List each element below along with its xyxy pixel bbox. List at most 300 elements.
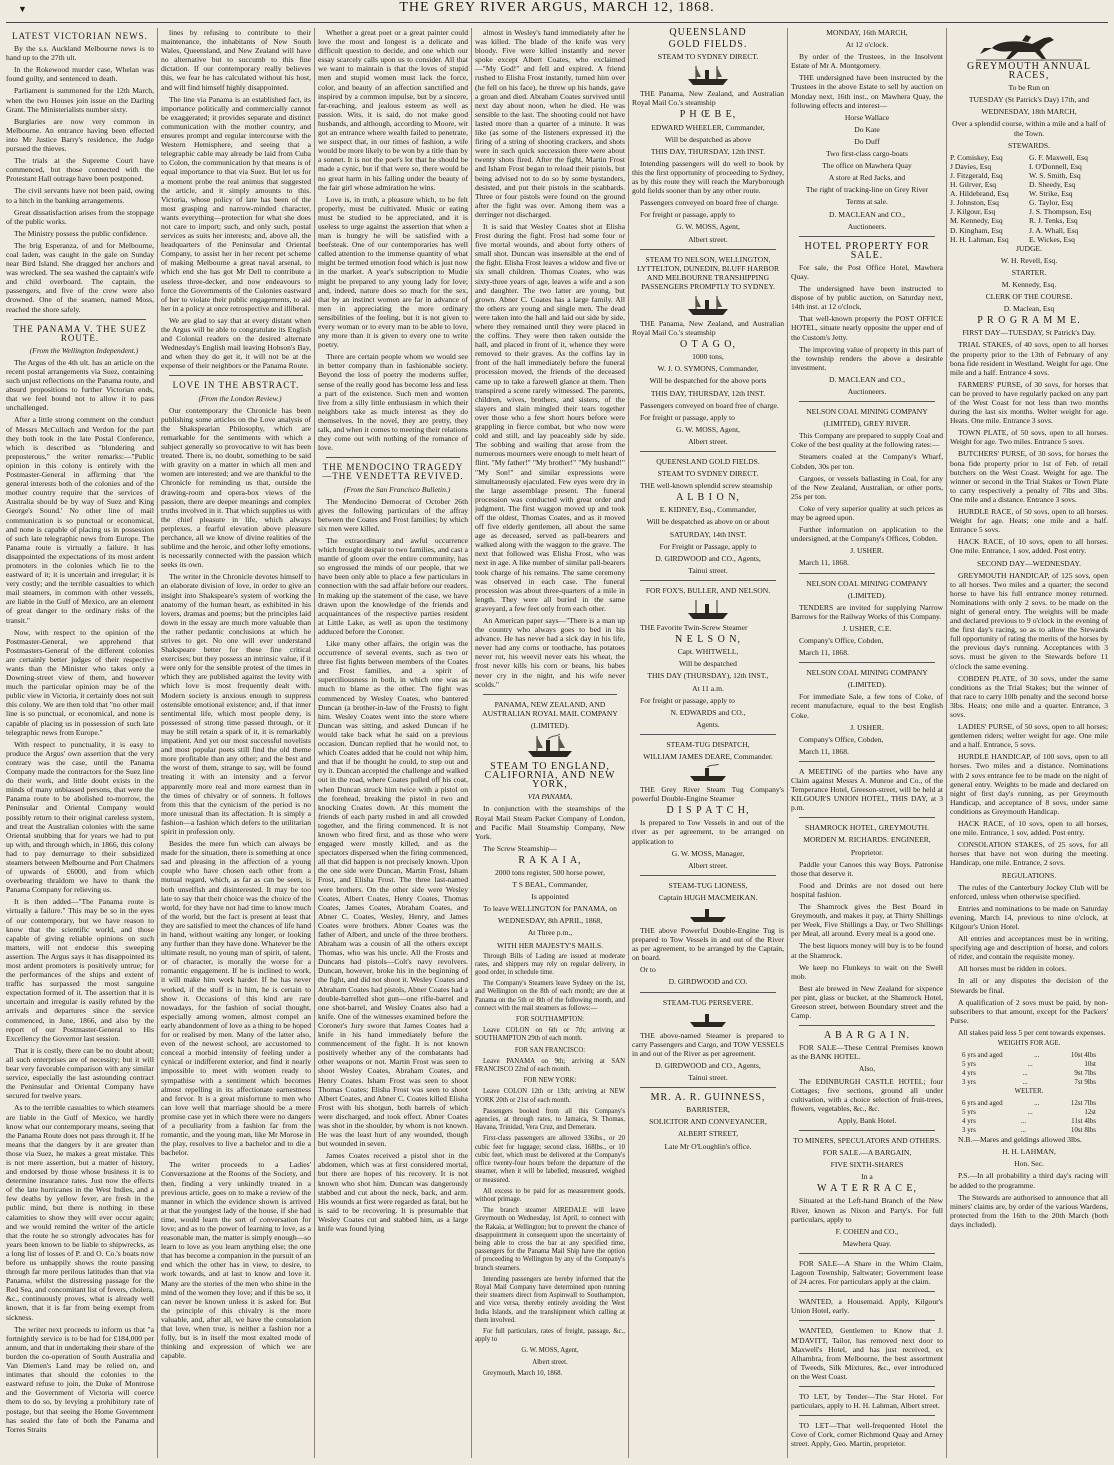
ad-line: Capt. WHITWELL, <box>677 647 739 657</box>
column-rule <box>946 28 947 1458</box>
ad-line: MORDEN M. RICHARDS. ENGINEER, <box>803 835 931 845</box>
ad-heading: MR. A. R. GUINNESS, <box>650 1092 766 1104</box>
weight-value: 10st 4lbs <box>1070 1051 1096 1060</box>
weight-age: 3 yrs <box>962 1078 976 1087</box>
divider <box>799 1291 935 1292</box>
list-item: Do Kate <box>854 124 880 134</box>
divider <box>640 734 776 735</box>
headline-victorian-news: LATEST VICTORIAN NEWS. <box>12 31 148 41</box>
starter: M. Kennedy, Esq. <box>1001 279 1057 289</box>
paragraph: The line via Panama is an established fact, its importance politically and commercially cannot be exaggerated; it provides separate and distinct communication with the mother country, and ensures prompt and regular intercourse with the Western Hemisphere, and seeing that a telegraphic cable may already be laid from Cuba to Colon, the communication by that means is of equal importance to that via Suez. But let us for a moment probe the real animus that suggested the article, and it simply amounts to this. Victoria, whose policy of late has been of the most grasping and narrow-minded character, wants everything—protection for what she does not care to import; such, and only such, postal services as suits her interests; and, above all, the headquarters of the Peninsular and Oriental Company, to assist her in her recent pet scheme of making Melbourne a great naval arsenal, to which end she has got Mr Dell to contribute a useless three-decker, and now endeavours to force the Governments of the Colonies eastward of her to violate their public engagements, to aid her in a policy at once retrospective and illiberal. <box>161 94 311 313</box>
ad-heading: TO MINERS, SPECULATORS AND OTHERS. <box>793 1136 941 1145</box>
ad-paragraph: For immediate Sale, a few tons of Coke, of recent manufacture, equal to the best English Coke. <box>791 692 943 720</box>
ad-paragraph: For freight or passage, apply to <box>640 695 735 705</box>
ad-line: E. KIDNEY, Esq., Commander, <box>659 505 757 515</box>
divider <box>799 1415 935 1416</box>
paragraph: lines by refusing to contribute to their maintenance, the inhabitants of New South Wales, Queensland, and New Zealand will have no alternative but to succumb to this fine dictation. If our contemporary really believes this, we fear he has calculated without his host, and will find himself highly disappointed. <box>161 28 311 92</box>
divider <box>640 580 776 581</box>
column-2 <box>161 28 311 1460</box>
ad-line: Proprietor. <box>850 847 884 857</box>
paragraph: The writer next proceeds to inform us that "a fortnightly service is to be had for £184,000 per annum, and that in undertaking their share of the burden the co-operation of South Australia and Van Diemen's Land may be relied on, and intimates that should the colonies to the eastward refuse to join, the Duke of Montrose and the Government of Victoria will coerce them to do so, by levying a prohibitory rate of postage, but that seeing the Home Government has sealed the fate of both the Panama and Torres Straits <box>6 1324 154 1434</box>
weight-age: 3 yrs <box>962 1126 976 1135</box>
ad-heading: QUEENSLAND GOLD FIELDS. <box>656 457 760 466</box>
ad-date: WEDNESDAY, 8th APRIL, 1868, <box>497 916 603 926</box>
divider <box>799 236 935 237</box>
ad-paragraph: By order of the Trustees, in the Insolvent Estate of Mr A. Montgomery. <box>791 52 943 71</box>
divider <box>799 761 935 762</box>
masthead-title: THE GREY RIVER ARGUS, MARCH 12, 1868. <box>399 0 715 15</box>
race-entry: TOWN PLATE, of 50 sovs, open to all horses. Weight for age. Two miles. Entrance 5 sovs. <box>950 428 1108 447</box>
weight-row <box>950 1126 1108 1135</box>
steward: W. Strike, Esq <box>1029 189 1073 199</box>
column-5 <box>632 28 784 1460</box>
weight-value: 12st <box>1084 1107 1096 1116</box>
ad-line: W. J. O. SYMONS, Commander, <box>657 364 759 374</box>
paragraph: The writer proceeds to a Ladies' Conversazione at the Rooms of the Society, and then, finding a very unkindly treated in a previous article, goes on to make a review of the manner in which the evidence shown is arrived at that the youngest lady of the house, if she had time, would learn the sort of conversation for love; and as to the power of learning to love, as a reasonable man, the matter is simply enough—so learn to love as you learn anything else; the one that has become a companion in the pursuit of an end which the other has in view, to desire, to work towards, and at last to know and love it. Many are the stories of the men who shine in the mind of the women they love; and if this be so, it can never be known unless it is asked for. But the principle of this chivalry is the more valuable, and, after all, we have the consolation that love, when true, is neither a fashion nor a folly, but is in itself the most exalted mode of thinking and expression of which we are capable. <box>161 1160 311 1361</box>
ad-paragraph: Paddle your Canoes this way Boys. Patronise those that deserve it. <box>791 859 943 878</box>
weight-row <box>950 1078 1108 1087</box>
ad-line: Company's Office, Cobden, <box>799 635 884 645</box>
judge-heading: JUDGE. <box>1016 243 1042 253</box>
race-entry: TRIAL STAKES, of 40 sovs, open to all horses the property prior to the 13th of February of any bona fide resident in Westland. Weight for age. One mile and a half. Entrance 4 sovs. <box>950 340 1108 377</box>
secretary: H. H. LAHMAN, <box>1002 1147 1056 1157</box>
steward: P. Comiskey, Esq <box>950 152 1003 162</box>
ad-paragraph: A MEETING of the parties who have any Claim against Messrs A. Munroe and Co., of the Temperance Hotel, Greeson-street, will be held at KILGOUR'S UNION HOTEL, THIS DAY, at 3 p.m. <box>791 766 943 813</box>
ad-line: The Screw Steamship— <box>483 843 557 853</box>
ad-paragraph: The EDINBURGH CASTLE HOTEL; four Cottages; five sections, ground all under cultivation, with a choice selection of fruit-trees, flowers, vegetables, &c., &c. <box>791 1076 943 1113</box>
race-entry: GREYMOUTH HANDICAP, of 125 sovs, open to all horses. Two miles and a quarter; the second horse to have his full entrance money returned. Nominations with only 2 sovs. to be made on the night of general entry. The weights will be made and declared previous to 9 o'clock in the evening of the first day's racing, so as to allow the Stewards full opportunity of rating the merits of the horses by the previous day's running. Acceptances with 3 sovs. must be given to the Stewards before 11 o'clock the same evening. <box>950 570 1108 671</box>
ad-paragraph: Further information on application to the undersigned, at the Company's Offices, Cobden. <box>791 525 943 544</box>
ad-paragraph: Passengers conveyed on board free of charge. <box>640 400 779 410</box>
ad-line: WILLIAM JAMES DEARE, Commander. <box>643 751 773 761</box>
headline-mendocino-tragedy: THE MENDOCINO TRAGEDY—THE VENDETTA REVIVED. <box>322 462 464 482</box>
weight-value: 12st 7lbs <box>1070 1098 1096 1107</box>
column-rule <box>628 28 629 1458</box>
ad-paragraph: Cargoes, or vessels ballasting in Coal, for any of the New Zealand, Australian, or other ports, 25s per ton. <box>791 473 943 501</box>
divider <box>640 451 776 452</box>
racehorse-icon <box>974 28 1084 62</box>
headline-love-abstract: LOVE IN THE ABSTRACT. <box>172 380 300 391</box>
paragraph: The civil servants have not been paid, owing to a hitch in the banking arrangements. <box>6 186 154 205</box>
ad-heading: STEAM TO NELSON, WELLINGTON, LYTTELTON, DUNEDIN, BLUFF HARBOR AND MELBOURNE TRANSHIPPING PASSENGERS PROMPTLY TO SYDNEY. <box>636 254 780 291</box>
ship-name: A L B I O N, <box>676 492 740 504</box>
race-entry: HURDLE HANDICAP, of 100 sovs, open to all horses. Two miles and a distance. Nominations with 2 sovs entrance fee to be made on the night of general entry. Weights to be made and declared on night of first day's running, as per Greymouth Handicap, and acceptance of 8 sovs, under same conditions as Greymouth Handicap. <box>950 752 1108 816</box>
race-entry: HACK RACE, of 10 sovs, open to all horses, one mile. Entrance, 1 sov, added. Post entry. <box>950 819 1108 838</box>
regulation: All stakes paid less 5 per cent towards expenses. <box>958 1027 1106 1037</box>
steward: G. Taylor, Esq <box>1029 198 1073 208</box>
divider <box>799 817 935 818</box>
paragraph: As to the terrible casualties to which steamers are liable in the Gulf of Mexico, we hardly know what our contemporary means, seeing that the Panama Route does not pass through it. If he means that the dangers by it are greater than those via Suez, he makes a great mistake. This is not mere assertion, but a matter of history, and endorsed by those whose business it is to determine insurance rates. Just now the effects of the late hurricanes in the West Indies, and a few deaths by yellow fever, are fresh in the public mind, but there is nothing in these calamities to show they will ever occur again; and we would remind the writer of the article that the route he so strongly advocates has for years been known to be liable to shipwrecks, as a long list of losses of P. and O. Co.'s boats now before us unhappily shows the route passing through far more perilous latitudes than that via Panama, whilst the distressing passage for the Red Sea, and concomitant list of fevers, cholera, &c., continuously proves, what is already well known, that it is far from being exempt from sickness. <box>6 1103 154 1322</box>
ad-paragraph: Leave COLON 12th or 13th; arriving at NEW YORK 20th or 21st of each month. <box>475 1088 625 1104</box>
paragraph: That it is costly, there can be no doubt about; all such enterprises are of necessity; but it will bear very favorable comparison with any similar service, especially the last astounding contract the Peninsular and Oriental Company have secured for twelve years. <box>6 1045 154 1101</box>
weight-age: 5 yrs <box>962 1060 976 1069</box>
race-day: TUESDAY (St Patrick's Day) 17th, and <box>968 95 1090 105</box>
ad-line: Albert street. <box>688 436 728 446</box>
weight-dots: ... <box>1020 1116 1027 1125</box>
race-entry: CONSOLATION STAKES, of 25 sovs, for all horses that have not won during the meeting. Handicap, one mile. Entrance, 2 sovs. <box>950 840 1108 868</box>
ad-paragraph: Leave PANAMA on 9th; arriving at SAN FRANCISCO 22nd of each month. <box>475 1057 625 1074</box>
stewards-list <box>950 153 1108 244</box>
ad-paragraph: FOR SALE—A Share in the Whim Claim, Lagoon Township, Saltwater; Government lease of 24 acres. For particulars apply at the claim. <box>791 1258 943 1287</box>
paragraph: It is then added—"The Panama route is virtually a failure." This may be so in the eyes of our contemporary, but we have reason to know that the scientific world, and those capable of giving reliable opinions on such matters, will not endorse this sweeping assertion. The Argus says it has disappointed its most ardent promoters is positively untrue; for the performances of the ships and extent of traffic has surpassed the most sanguine expectation formed of it. The assertion that it is uncertain and irregular is easily refuted by the arrivals and departures since the service commenced, in June, 1866, and also by the report of our Postmaster-General to His Excellency the Governor last session. <box>6 897 154 1043</box>
paragraph: Great dissatisfaction arises from the stoppage of the public works. <box>6 207 154 226</box>
ad-paragraph: First-class passengers are allowed 336lbs., or 20 cubic feet for luggage; second class, 168lbs., or 10 cubic feet, which must be delivered at the Company's office twenty-four hours before the departure of the steamer, when it will be labelled, measured, weighed or measured. <box>475 1135 625 1184</box>
ad-via: VIA PANAMA, <box>527 792 573 802</box>
ad-paragraph: Passengers booked from all this Company's agencies, at through rates, to Jamaica, St Thomas, Havana, Trinidad, Vera Cruz, and Demerara. <box>475 1107 625 1132</box>
ad-agent: N. EDWARDS and CO., <box>670 707 746 717</box>
ship-name: R A K A I A, <box>518 854 582 866</box>
divider <box>640 249 776 250</box>
ad-date: THIS DAY, THURSDAY, 12th INST. <box>650 388 766 398</box>
ad-agent: G. W. MOSS, Manager, <box>671 848 745 858</box>
ad-agent: G. W. MOSS, Agent, <box>676 424 740 434</box>
steamship-icon <box>686 598 730 620</box>
ad-line: (LIMITED). <box>847 590 887 600</box>
ad-paragraph: The best liquors money will buy is to be found at the Shamrock. <box>791 941 943 960</box>
weight-row <box>950 1060 1108 1069</box>
weight-dots: ... <box>1020 1126 1026 1135</box>
ad-line: (LIMITED). <box>847 680 887 690</box>
ad-line: Mawhera Quay. <box>842 1238 892 1248</box>
ad-paragraph: THE undersigned have been instructed by the Trustees in the above Estate to sell by auction on Monday next, 16th inst., on Mawhera Quay, the following effects and interest— <box>791 73 943 110</box>
paragraph: It is said that Wesley Coates shot at Elisha Frost during the fight. Frost had some four or five mortal wounds, and about forty others of small shot. Duncan was insensible at the end of the fight. Elisha Frost leaves a widow and five or six small children. Thomas Coates, who was sixty-three years of age, leaves a wife and a son and daughter. The two latter are young, but grown. Abner C. Coates has a large family. All the others are young and single men. The dead were taken into the hall and laid out side by side, where they remained until they were placed in the coffins. They were then taken outside the hall, and placed in front of it, whence they were removed to their graves. As the coffins lay in front of the hall immediately before the funeral procession moved, the friends of the deceased came up to take a farewell glance at them. Then transpired a scene rarely witnessed. The parents, children, wives, brothers, and sisters, of the slayers and slain mingled their tears together over those who a few short hours before were grappling in fierce combat, but who now were cold and still, and lay peaceably side by side. The sobbing and wailing that arose from the numerous mourners were enough to melt heart of flint. "My father!" "My brother!" "My husband!" "My Son!" and similar expressions were simultaneously ejaculated. Few eyes were dry in the large assemblage present. The funeral procession was conducted with great order and judgment. The first waggon moved up and took off the oldest, Thomas Coates, and as it moved off five elderly gentlemen, all about the same age as deceased, served as pall-bearers and walked along with the waggon to the grave. The next that followed was Elisha Frost, who was next in age. A like number of similar pall-bearers took charge of his remains. The same ceremony was observed in each case. The funeral procession was about three-quarters of a mile in length. They were all buried in the same graveyard, a few feet only from each other. <box>475 221 625 613</box>
regulation: All entries and acceptances must be in writing, specifying age and description of horse, and colors of rider, and contain the requisite money. <box>950 934 1108 962</box>
regulation: N.B.—Mares and geldings allowed 3lbs. <box>958 1135 1082 1145</box>
steward: G. F. Maxwell, Esq <box>1029 152 1088 162</box>
source-line: (From the Wellington Independent.) <box>29 345 139 355</box>
weight-value: 10st <box>1084 1060 1096 1069</box>
column-4 <box>475 28 625 1460</box>
ad-paragraph: Is prepared to Tow Vessels in and out of the river as per agreement, to be arranged on application to <box>632 818 784 846</box>
column-rule <box>314 28 315 1458</box>
ad-line: At Three p.m., <box>527 928 573 938</box>
divider <box>799 573 935 574</box>
weight-row <box>950 1108 1108 1117</box>
ad-date: Greymouth, March 10, 1868. <box>483 1369 563 1377</box>
ad-paragraph: THE Favorite Twin-Screw Steamer <box>640 623 748 633</box>
ad-line: Albert street. <box>688 860 728 870</box>
paragraph: Burglaries are now very common in Melbourne. An entrance having been effected into Mr Justice Barry's residence, the Judge pursued the thieves. <box>6 116 154 154</box>
ad-agent: D. MACLEAN and CO., <box>829 209 905 219</box>
weight-value: 10st 8lbs <box>1070 1126 1096 1135</box>
ad-paragraph: All excess to be paid for as measurement goods, without primage. <box>475 1187 625 1203</box>
ad-line: W A T E R R A C E, <box>817 1183 917 1195</box>
regulation: All horses must be ridden in colors. <box>958 964 1067 974</box>
column-6 <box>791 28 943 1460</box>
ad-line: Over a splendid course, within a mile and a half of the Town. <box>952 119 1106 138</box>
headline-panama-suez: THE PANAMA V. THE SUEZ ROUTE. <box>13 323 147 343</box>
weight-age: 5 yrs <box>962 1107 976 1116</box>
ad-paragraph: Passengers conveyed on board free of charge. <box>640 198 779 208</box>
race-entry: COBDEN PLATE, of 30 sovs, under the same conditions as the Trial Stakes; but the winner of that race to carry 10lb penalty and the second horse 3lbs. Heats; one mile and a quarter. Entrance, 3 sovs. <box>950 673 1108 719</box>
ad-line: To leave WELLINGTON for PANAMA, on <box>483 904 617 914</box>
steward: A. Hildebrand, Esq <box>950 189 1009 199</box>
ad-line: Apply, Bank Hotel. <box>837 1115 897 1125</box>
weight-dots: ... <box>1034 1098 1040 1107</box>
column-rule <box>157 28 158 1458</box>
ad-paragraph: TO LET—That well-frequented Hotel the Cove of Cork, corner Richmond Quay and Arney street. Apply, Geo. Martin, proprietor. <box>791 1421 943 1449</box>
steward: D. Sheedy, Esq <box>1029 180 1076 190</box>
ad-heading: HOTEL PROPERTY FOR SALE. <box>804 240 930 261</box>
ad-paragraph: The Company's Steamers leave Sydney on the 1st, and Wellington on the 8th of each month; are due at Panama on the 5th or 8th of the following month, and connect with the mail steamers as follows:— <box>475 980 625 1012</box>
ad-paragraph: The improving value of property in this part of the township renders the above a desirable investment. <box>791 344 943 372</box>
column-7 <box>950 28 1108 1460</box>
ad-signature: J. USHER. <box>850 722 884 732</box>
divider <box>799 1386 935 1387</box>
ad-line: Late Mr O'Loughlin's office. <box>664 1141 752 1151</box>
race-entry: FARMERS' PURSE, of 30 sovs, for horses that can be proved to have regularly packed on any part of the West Coast for not less than two months during the last six months. Welter weight for age. Heats. One mile. Entrance 3 sovs. <box>950 379 1108 426</box>
welter-heading: WELTER. <box>1014 1087 1044 1095</box>
divider <box>483 694 617 695</box>
divider <box>799 1320 935 1321</box>
ad-heading: STEAM-TUG LIONESS, <box>668 880 748 890</box>
ad-line: Will be despatched as above on or about <box>646 517 770 527</box>
divider <box>326 457 460 458</box>
weight-age: 4 yrs <box>962 1116 976 1125</box>
ad-date: March 11, 1868. <box>799 648 849 658</box>
weight-value: 9st 7lbs <box>1074 1069 1096 1078</box>
steward: I. O'Donnell, Esq <box>1029 161 1082 171</box>
ad-line: Tainui street. <box>688 1073 728 1083</box>
ad-line: FIVE SIXTH-SHARES <box>830 1160 904 1170</box>
ad-heading: SHAMROCK HOTEL, GREYMOUTH. <box>804 823 930 833</box>
ad-line: BARRISTER, <box>686 1105 730 1115</box>
masthead-rule <box>6 22 1108 23</box>
ad-line: Or to <box>640 965 656 975</box>
ad-paragraph: We keep no Flunkeys to wait on the Swell mob. <box>791 962 943 981</box>
weight-value: 11st 4lbs <box>1071 1116 1096 1125</box>
ad-agent: D. GIRDWOOD and CO. <box>668 977 748 987</box>
steward: E. Wickes, Esq <box>1029 234 1075 244</box>
clerk-heading: CLERK OF THE COURSE. <box>985 292 1073 302</box>
race-entry: HURDLE RACE, of 50 sovs, open to all horses. Weight for age. Heats; one mile and a half. Entrance 5 sovs. <box>950 507 1108 535</box>
divider <box>640 1087 776 1088</box>
weight-age: 6 yrs and aged <box>962 1051 1003 1060</box>
weight-row <box>950 1117 1108 1126</box>
weight-age: 6 yrs and aged <box>962 1098 1003 1107</box>
list-item: Two first-class cargo-boats <box>826 149 908 159</box>
ad-heading: GOLD FIELDS. <box>668 39 748 51</box>
day-heading: SECOND DAY—WEDNESDAY. <box>977 558 1081 568</box>
weight-dots: ... <box>1022 1078 1028 1087</box>
ad-paragraph: Best ale brewed in New Zealand for sixpence per pint, glass or bucket, at the Shamrock Hotel, Greeson street, between Boundary street and the Camp. <box>791 983 943 1021</box>
paragraph: With respect to punctuality, it is easy to produce the Argus' own assertion that the very contrary was the case, until the Panama Company made the contractors for the Suez line do their work, and little doubt exists in the minds of many unbiassed persons, that were the Panama route to be abolished to-morrow, the Peninsular and Oriental Company would possibly return to their original careless system, and treat the Australian colonies with the same Oriental snubbing that for years we had to put up with, and through which, in 1866, this colony had to pay demurrage to their subsidized steamers between Melbourne and Port Chalmers of upwards of £6000, and from which overbearing thraldom we have to thank the Panama Company for relieving us. <box>6 739 154 895</box>
divider <box>799 1025 935 1026</box>
weight-dots: ... <box>1027 1107 1033 1116</box>
weight-dots: ... <box>1022 1069 1028 1078</box>
ship-name: P H Œ B E, <box>679 109 737 121</box>
paragraph: Whether a great poet or a great painter could love the most and longest is a delicate and difficult question to decide, and one which our essay scarcely calls upon us to consider. All that we want to maintain is that the loves of stupid men and stupid women must lack the force, color, and beauty of an affection sanctified and inspired by a common impulse, but by a sincere, far-reaching, and jealous esteem as well as passion. Wits, it is said, do not make good husbands, and although, according to Moore, wit got an entrance where wealth failed to penetrate, we suspect that, in our times of fashion, a wife would be more likely to be won by a title than by a sonnet. It is not the poet's lot that he should be made a cynic, but if that were so, there would be no great harm in his falling under the beauty of the fair girl whose admiration he wins. <box>318 28 468 192</box>
steward: R. J. Tenks, Esq <box>1029 216 1078 226</box>
ad-line: Will be despatched <box>679 659 737 669</box>
ad-paragraph: For full particulars, rates of freight, passage, &c., apply to <box>475 1327 625 1344</box>
paragraph: James Coates received a pistol shot in the abdomen, which was at first considered mortal, but there are hopes of his recovery. It is not known who shot him. Duncan was dangerously stabbed and cut about the neck, back, and arm. His wounds at first were regarded as fatal, but he is said to be recovering. It is presumable that Wesley Coates cut and stabbed him, as a large knife was found lying <box>318 1151 468 1233</box>
ad-heading: STEAM TO ENGLAND, CALIFORNIA, AND NEW YORK, <box>484 761 616 791</box>
ad-line: Albert street. <box>688 234 728 244</box>
paragraph: The Argus of the 4th ult. has an article on the recent postal arrangements via Suez, containing such unjust reflections on the Panama route, and absurd propositions to further Victorian ends, that we feel bound not to allow it to pass unchallenged. <box>6 357 154 413</box>
ad-paragraph: TO LET, by Tender—The Star Hotel. For particulars, apply to H. H. Lahman, Albert street. <box>791 1391 943 1411</box>
list-item: Do Duff <box>854 136 880 146</box>
paragraph: An American paper says—"There is a man up the country who always goes to bed in his advance. He has never had a sick day in his life, never had any corns or toothache, has potatoes never rot, his weevil never eats his wheat, the frost never kills his corn or beans, his babes never cry in the night, and his wife never scolds." <box>475 616 625 689</box>
list-item: Horse Wallace <box>844 112 890 122</box>
divider <box>799 662 935 663</box>
paragraph: The writer in the Chronicle devotes himself to an elaborate division of love, in order to give an insight into Shakspeare's system of working the anatomy of the human heart, as exhibited in his lovers, dramas and poems; but the principles laid down in the essay are much more valuable than the rather pedantic conclusions at which he strives to get. No one will ever understand Shakspeare better for these fine critical exercises; but they possess an intrinsic value, if it were only for the sensible protest of the times in which they are published against the levity with which love is most frequently dealt with. Modern society is anxious enough to suppress ostensible emotional existence; and, if that inner sentimental life, which most people deny, is possessed of strong time passed through, or it may be still retain a spark of it, it is remarkably impatient. And yet our most successful novelists and most popular poets still find the old theme more profitable than any other; and the best and the worst of them, strange to say, will be found treating it with an intensity and a fervor apparently more real and more earnest than in the times of chivalry or of sonnets. It follows from this that the cynicism of the period is no more unusual than its affectation. It is simply a fashion—a fashion which defers to the utilitarian spirit in profession only. <box>161 572 311 836</box>
stewards-heading: STEWARDS. <box>1008 140 1050 150</box>
paragraph: The extraordinary and awful occurrence which brought despair to two families, and cast a mantle of gloom over the entire community, has so engrossed the minds of our people, that we have been only able to place a few particulars in connection with the sad affair before our readers. In making up the statement of the case, we have drawn upon the knowledge of the friends and acquaintances of the respective parties resident at Little Lake, as well as upon the testimony adduced before the Coroner. <box>318 535 468 636</box>
ad-paragraph: Through Bills of Lading are issued at moderate rates, and shippers may rely on regular delivery, in good order, in schedule time. <box>475 952 625 977</box>
ad-paragraph: THE Grey River Steam Tug Company's powerful Double-Engine Steamer <box>632 785 784 804</box>
regulations-heading: REGULATIONS. <box>1001 870 1057 880</box>
list-item: A store at Red Jacks, and <box>828 173 906 183</box>
ad-paragraph: That well-known property the POST OFFICE HOTEL, situate nearly opposite the upper end of the Custom's Jetty. <box>791 314 943 342</box>
ad-agent: D. GIRDWOOD and CO., Agents, <box>655 553 761 563</box>
ad-line: Auctioneers. <box>847 221 887 231</box>
ad-line: T S BEAL, Commander, <box>512 880 588 890</box>
ad-line: Will be despatched for the above ports <box>649 376 767 386</box>
weights-heading: WEIGHTS FOR AGE. <box>997 1040 1061 1047</box>
steward: J. A. Whall, Esq <box>1029 225 1079 235</box>
steward: J. Fitzgerald, Esq <box>950 170 1003 180</box>
regulation: A qualification of 2 sovs must be paid, by non-subscribers to that amount, except for the Packers' Purse. <box>950 997 1108 1025</box>
ad-paragraph: THE well-known splendid screw steamship <box>640 481 773 491</box>
ad-heading: A B A R G A I N. <box>823 1030 911 1042</box>
ad-heading: MONDAY, 16th MARCH, <box>826 28 908 37</box>
ad-heading: NELSON COAL MINING COMPANY <box>806 407 928 417</box>
ad-paragraph: THE Panama, New Zealand, and Australian Royal Mail Co.'s steamship <box>632 318 784 338</box>
column-1 <box>6 28 154 1460</box>
ad-heading: NELSON COAL MINING COMPANY <box>806 578 928 588</box>
ad-title: PANAMA, NEW ZEALAND, AND AUSTRALIAN ROYAL MAIL COMPANY <box>482 699 618 718</box>
ad-line: WITH HER MAJESTY'S MAILS. <box>497 940 603 950</box>
ship-name: O T A G O, <box>679 339 737 351</box>
ad-line: ALBERT STREET, <box>677 1129 738 1139</box>
ad-paragraph: Situated at the Left-hand Branch of the New River, known as Nixon and Party's. For full particulars, apply to <box>791 1196 943 1224</box>
steam-tug-icon <box>688 905 728 923</box>
steward: H. H. Lahman, Esq <box>950 234 1009 244</box>
ad-line: 2000 tons register, 500 horse power, <box>494 867 606 877</box>
race-entry: LADIES' PURSE, of 50 sovs, open to all horses; gentlemen riders; welter weight for age. One mile and a half. Entrance, 5 sovs. <box>950 722 1108 750</box>
ad-agent: D. GIRDWOOD and CO., Agents, <box>655 1060 761 1070</box>
paragraph: The brig Esperanza, of and for Melbourne, coal laden, was caught in the gale on Sunday near Bird Island. She dragged her anchors and was wrecked. The sea washed the captain's wife and child overboard. The captain, the passengers, and five of the crew were also drowned. One of the seamen, named Moss, reached the shore safely. <box>6 240 154 314</box>
ad-line: FOR SAN FRANCISCO: <box>514 1046 586 1054</box>
ad-paragraph: For sale, the Post Office Hotel, Mawhera Quay. <box>791 262 943 281</box>
ad-heading: QUEENSLAND <box>669 28 747 38</box>
paragraph: Parliament is summoned for the 12th March, when the two Houses join issue on the Darling Grant. The Ministerialists number sixty. <box>6 86 154 114</box>
postscript: The Stewards are authorised to announce that all miners' claims are, by order of the various Wardens, protected from the 16th to the 20th March (both days included). <box>950 1192 1108 1229</box>
ad-heading: NELSON COAL MINING COMPANY <box>806 668 928 678</box>
ship-name: N E L S O N, <box>674 634 742 646</box>
ad-line: Is appointed <box>531 892 569 902</box>
ad-line: Company's Office, Cobden, <box>799 734 884 744</box>
ad-paragraph: For freight or passage, apply to <box>640 412 735 422</box>
judge: W. H. Revell, Esq. <box>1000 255 1058 265</box>
list-item: The right of tracking-line on Grey River <box>805 185 929 195</box>
ad-agent: G. W. MOSS, Agent, <box>521 1347 579 1355</box>
race-day: WEDNESDAY, 18th MARCH, <box>981 107 1077 117</box>
secretary-title: Hon. Sec. <box>1014 1159 1044 1169</box>
steam-tug-icon <box>688 1010 728 1028</box>
divider <box>799 1130 935 1131</box>
ad-subtitle: (LIMITED). <box>530 720 570 730</box>
paragraph: Like many other affairs, the origin was the occurrence of several events, such as two or three fist fights between members of the Coates and Frost families, and a spirit of superciliousness in both, in which one was as much to blame as the other. The fight was commenced by Wesley Coates, who bantered Duncan (a brother-in-law of the Frosts) to fight him. Wesley Coates went into the store where Duncan was sitting, and asked Duncan if he would take back what he said on a previous occasion. Duncan replied that he would not, to which Coates added that he could not whip him, and that if he thought he could, to step out and try it. Duncan accepted the challenge and walked out in the road, where Coates pulled off his coat, when Duncan struck him twice with a pistol on the forehead, breaking the pistol in two and knocking Coates down. At this moment the friends of each party rushed in and all crowded together, and the firing commenced. It is not known who fired first, and as those who were engaged were mostly killed, and as the spectators dispersed when the firing commenced, all that did happen is not precisely known. Upon the one side were Duncan, Martin Frost, Isham Frost, and Elisha Frost. The three last-named were brothers. On the other side were Wesley Coates, Albert Coates, Henry Coates, Thomas Coates, James Coates, Abraham Coates, and Abner C. Coates, Wesley, Henry, and James Coates were brothers. Abner Coates was the father of Albert, and uncle of the three brothers. Abraham was a cousin of all the others except Thomas, who was his uncle. All the Frosts and Duncans had pistols—Colt's navy revolvers. Duncan, however, broke his in the beginning of the fight, and did not shoot it. Wesley Coates and Abraham Coates had pistols, Abner Coates had a double-barrelled shot gun—one rifle-barrel and one shot-barrel, and Wesley Coates also had a knife. One of the witnesses examined before the Coroner's Jury swore that James Coates had a knife in his hand immediately before the commencement of the fight. It is not known positively whether any of the combatants had other weapons or not. Martin Frost was seen to shoot Wesley Coates, Abraham Coates, and Henry Coates. Isham Frost was seen to shoot Thomas Coates; Elisha Frost was seen to shoot Albert Coates, and Abner C. Coates killed Elisha Frost with his shotgun, both barrels of which were discharged, and took effect. Abner Coates was shot in the shoulder, by whom is not known. He was the least hurt of any wounded, though but wounded in seven. <box>318 639 468 1149</box>
ad-date: SATURDAY, 14th INST. <box>669 529 747 539</box>
column-3 <box>318 28 468 1460</box>
ad-paragraph: WANTED, a Housemaid. Apply, Kilgour's Union Hotel, early. <box>791 1297 943 1316</box>
paragraph: almost in Wesley's hand immediately after he was killed. The blade of the knife was very bloody. Five were killed instantly and never spoke except Albert Coates, who exclaimed—"My God!" and fell and expired. A friend rushed to Elisha Frost instantly, turned him over (he fell on his face), he threw up his hands, gave a groan and died. Abraham Coates survived until next day about noon, when he died. He was sensible to the last. The shooting could not have lasted more than a quarter of a minute. It was like (as some of the listeners expressed it) the firing of a string of shooting crackers, and shots were in such quick succession there were about twenty shots fired. After the fight, Martin Frost and Isham Frost began to reload their pistols, but being advised not to do so by some bystanders, desisted, and put their pistols in the scabbards. Three or four pistols were found on the ground after the fight was over. Among them was a derringer not discharged. <box>475 28 625 219</box>
ad-heading: STEAM-TUG DISPATCH, <box>666 739 750 749</box>
divider <box>640 992 776 993</box>
ad-paragraph: The Shamrock gives the Best Board in Greymouth, and makes it pay, at Thirty Shillings per Week, Five Shillings a Day, or Two Shillings per Meal, all around. Every meal is a good one. <box>791 902 943 939</box>
steward: J Davies, Esq <box>950 161 992 171</box>
ad-line: At 12 o'clock. <box>845 40 889 50</box>
ad-agent: F. COHEN and CO., <box>835 1226 899 1236</box>
ad-line: 1000 tons, <box>692 352 724 362</box>
ad-paragraph: Coke of very superior quality at such prices as may be agreed upon. <box>791 503 943 523</box>
ship-name: D I S P A T C H, <box>666 805 750 817</box>
steward: J. Johnston, Esq <box>950 198 999 208</box>
ad-paragraph: In conjunction with the steamships of the Royal Mail Steam Packet Company of London, and Pacific Mail Steamship Company, New York. <box>475 804 625 841</box>
programme-heading: P R O G R A M M E. <box>977 315 1081 327</box>
paragraph: There are certain people whom we would see in better company than in fashionable society. Beyond the loss of poetry the moderns suffer, sense of the really good has become less and less a part of the existence. Such men and women live from a silly little enthusiasm in which their neighbors take as much interest as they do themselves. In the novel, they are pretty, they talk, and when it comes to meeting their relations they come out with nothing of the romance of love. <box>318 352 468 453</box>
ad-line: Tainui street. <box>688 565 728 575</box>
paragraph: By the s.s. Auckland Melbourne news is to hand up to the 27th ult. <box>6 44 154 63</box>
ad-paragraph: THE above Powerful Double-Engine Tug is prepared to Tow Vessels in and out of the River as per agreement, to be arranged by the Captain, on board. <box>632 926 784 963</box>
steward: J. S. Thompson, Esq <box>1029 207 1092 217</box>
regulation: The rules of the Canterbury Jockey Club will be enforced, unless when otherwise specified. <box>950 882 1108 901</box>
paragraph: In the Rokewood murder case, Whelan was found guilty, and sentenced to death. <box>6 65 154 84</box>
ad-line: EDWARD WHEELER, Commander, <box>651 122 765 132</box>
ad-line: Will be despatched as above <box>664 134 752 144</box>
weight-value: 7st 9lbs <box>1074 1078 1096 1087</box>
paragraph: After a little strong comment on the conduct of Messrs McCulloch and Verdon for the part they both took in the late Postal Conference, which is described as "blundering and preposterous," the writer remarks:—"Public opinion in this colony is entirely with the Postmaster-General in affirming that 'the general interests both of the colonies and of the mother country require that the services of Australia should be by way of Suez and King George's Sound.' No other line of mail communication is so punctual or economical, and none is capable of placing us in possession of such late telegraphic news from Europe. The Panama route is virtually a failure. It has disappointed the expectations of its most ardent promoters in the colonies which lie to the eastward of it; it is uncertain and irregular; it is very costly; and the terrible casualties to which mail steamers, in common with other vessels, are liable in the Gulf of Mexico, are an element of great danger to the ordinary risks of the transit." <box>6 415 154 625</box>
day-heading: FIRST DAY—TUESDAY, St Patrick's Day. <box>962 328 1096 338</box>
weight-row <box>950 1069 1108 1078</box>
ad-line: For Freight or Passage, apply to <box>659 541 757 551</box>
steamship-icon <box>686 64 730 86</box>
ad-paragraph: THE Panama, New Zealand, and Australian Royal Mail Co.'s steamship <box>632 89 784 108</box>
paragraph: Love is, in truth, a pleasure which, to be felt properly, must be cultivated. Music or eating must be studied to be appreciated, and it is useless to urge against the assertion that when a man is hungry he will be satisfied with a beefsteak. One of our contemporaries has well called attention to the immense quantity of what might be termed emotion food which is just now in the market. A year's subscription to Mudie might be prepared to any young lady for love; and, indeed, nature does so much for the sex, that by an instinct women are far in advance of men in appreciating the more ordinary sensibilities of the feeling, but it is not given to every woman or to every man to be able to love, any more than it is given to every one to write poetry. <box>318 194 468 350</box>
steward: H. Gilrver, Esq <box>950 180 997 190</box>
ad-line: FOR SOUTHAMPTON: <box>515 1016 585 1024</box>
divider <box>14 319 146 320</box>
ad-line: In a <box>861 1172 873 1182</box>
paragraph: The trials at the Supreme Court have commenced, but those connected with the Protestant Hall outrage have been postponed. <box>6 156 154 184</box>
ad-paragraph: TENDERS are invited for supplying Narrow Barrows for the Railway Works of this Company. <box>791 602 943 621</box>
ad-line: Terms at sale. <box>846 197 888 207</box>
paragraph: We are glad to say that at every distant when the Argus will be able to congratulate its English and Colonial readers on the desired alternate Wednesday's English mail leaving Hobson's Bay, and when they do get it, it will not be at the expense of their neighbors or the Panama Route. <box>161 315 311 371</box>
steward: W. S. Smith, Esq <box>1029 170 1081 180</box>
weight-dots: ... <box>1027 1060 1033 1069</box>
ad-line: Captain HUGH MACMEIKAN. <box>658 892 758 902</box>
weight-row <box>950 1051 1108 1060</box>
races-title: GREYMOUTH ANNUAL RACES, <box>966 61 1092 82</box>
steamship-icon <box>525 733 575 759</box>
paragraph: Our contemporary the Chronicle has been publishing some articles on the Love analysis of the Shakspearian Philosophy, which are remarkable for the sentiments with which a subject generally so provocative to wit has been treated. There is, no doubt, something to be said with gravity on a matter in which all men and women are interested; and we are thankful to the Chronicle for reminding us that, outside the drawing-room and opera-box views of the passion, there are deeper meanings and complex truths involved in it. That which supplies us with the chief pleasure in life, which always perplexes, a fearful elevation above pleasure perchance, all we know of divine realities of the sublime and the heroic, and other lofty emotions, is necessarily connected with the passion which seeks its own. <box>161 405 311 570</box>
ad-line: Agents. <box>696 719 720 729</box>
ad-line: To be Run on <box>1008 83 1050 93</box>
ad-subheading: STEAM TO SYDNEY DIRECT. <box>657 469 759 479</box>
ad-agent: D. MACLEAN and CO., <box>829 374 905 384</box>
ad-line: (LIMITED), GREY RIVER. <box>823 419 911 429</box>
steamship-icon <box>686 294 730 316</box>
ad-paragraph: This Company are prepared to supply Coal and Coke of the best quality at the following rates:— <box>791 431 943 450</box>
corner-mark: ▼ <box>18 4 27 14</box>
steward: J. Kilgour, Esq <box>950 207 996 217</box>
ad-line: FOR NEW YORK: <box>523 1077 577 1085</box>
weight-dots: ... <box>1034 1051 1040 1060</box>
paragraph: Now, with respect to the opinion of the Postmaster-General, we apprehend that Postmasters-General of the different colonies are certainly better judges of their respective wants than the Minister who takes only a Downing-street view of them, and however much the particular opinion may be of the public view in Victoria, it certainly does not suit this colony. We are then told that "no other mail line is so punctual, or economical, and none is capable of placing us in possession of such late telegraphic news from Europe." <box>6 627 154 737</box>
divider <box>799 1253 935 1254</box>
